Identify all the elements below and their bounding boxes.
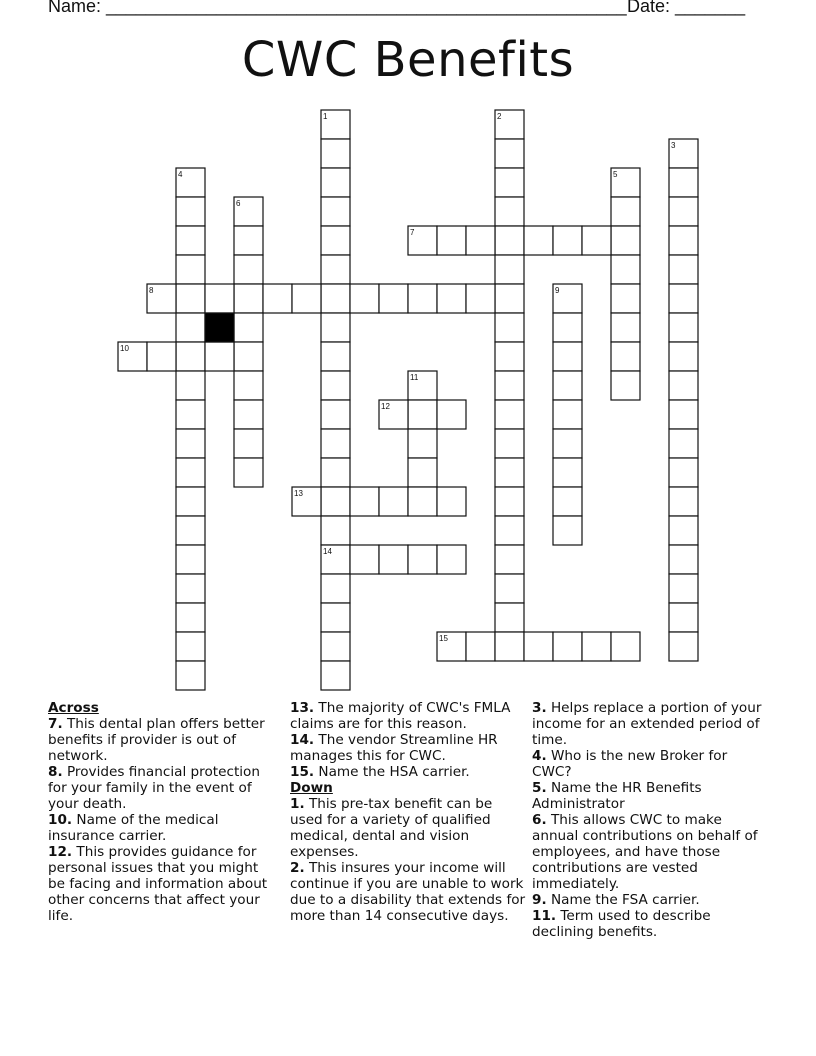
grid-cell[interactable] [292, 284, 321, 313]
grid-cell[interactable] [408, 429, 437, 458]
grid-cell[interactable] [408, 458, 437, 487]
grid-cell[interactable] [437, 545, 466, 574]
grid-cell[interactable] [408, 487, 437, 516]
grid-cell[interactable] [582, 226, 611, 255]
grid-cell[interactable] [321, 458, 350, 487]
clue-across-15: 15. Name the HSA carrier. [290, 764, 470, 780]
grid-cell[interactable] [669, 197, 698, 226]
grid-cell[interactable] [321, 139, 350, 168]
clue-number-6: 6 [236, 199, 241, 208]
grid-cell[interactable] [524, 226, 553, 255]
grid-cell[interactable] [553, 371, 582, 400]
grid-cell[interactable] [234, 458, 263, 487]
grid-cell[interactable] [611, 632, 640, 661]
grid-cell[interactable] [176, 197, 205, 226]
clue-number-1: 1 [323, 112, 328, 121]
grid-cell[interactable] [495, 197, 524, 226]
grid-cell[interactable] [176, 574, 205, 603]
grid-cell[interactable] [553, 342, 582, 371]
clue-number-14: 14 [323, 547, 332, 556]
grid-cell[interactable] [176, 226, 205, 255]
grid-cell[interactable] [321, 632, 350, 661]
grid-cell[interactable] [321, 197, 350, 226]
grid-cell[interactable] [350, 284, 379, 313]
grid-cell[interactable] [176, 603, 205, 632]
grid-cell[interactable] [466, 632, 495, 661]
grid-cell[interactable] [669, 371, 698, 400]
clue-number-3: 3 [671, 141, 676, 150]
grid-cell[interactable] [669, 400, 698, 429]
clue-number-15: 15 [439, 634, 448, 643]
grid-cell[interactable] [669, 168, 698, 197]
grid-cell[interactable] [176, 255, 205, 284]
grid-cell[interactable] [263, 284, 292, 313]
grid-cell[interactable] [582, 632, 611, 661]
clue-number-5: 5 [613, 170, 618, 179]
grid-cell[interactable] [495, 168, 524, 197]
clue-number-7: 7 [410, 228, 415, 237]
grid-cell[interactable] [669, 226, 698, 255]
grid-cell[interactable] [321, 284, 350, 313]
grid-cell[interactable] [495, 226, 524, 255]
grid-cell[interactable] [234, 342, 263, 371]
grid-cell[interactable] [176, 516, 205, 545]
shaded-cell [205, 313, 234, 342]
grid-cell[interactable] [495, 139, 524, 168]
grid-cell[interactable] [176, 487, 205, 516]
grid-cell[interactable] [205, 284, 234, 313]
grid-cell[interactable] [321, 255, 350, 284]
grid-cell[interactable] [495, 371, 524, 400]
grid-cell[interactable] [553, 400, 582, 429]
clue-number-13: 13 [294, 489, 303, 498]
grid-cell[interactable] [321, 516, 350, 545]
grid-cell[interactable] [176, 545, 205, 574]
clue-number-12: 12 [381, 402, 390, 411]
grid-cell[interactable] [321, 226, 350, 255]
grid-cell[interactable] [176, 400, 205, 429]
grid-cell[interactable] [669, 574, 698, 603]
grid-cell[interactable] [553, 313, 582, 342]
grid-cell[interactable] [437, 226, 466, 255]
grid-cell[interactable] [669, 429, 698, 458]
grid-cell[interactable] [321, 371, 350, 400]
grid-cell[interactable] [321, 168, 350, 197]
grid-cell[interactable] [611, 371, 640, 400]
grid-cell[interactable] [466, 284, 495, 313]
grid-cell[interactable] [321, 313, 350, 342]
grid-cell[interactable] [379, 545, 408, 574]
page-title: CWC Benefits [241, 32, 575, 88]
grid-cell[interactable] [321, 342, 350, 371]
clue-number-2: 2 [497, 112, 502, 121]
clue-down-4: 4. Who is the new Broker for CWC? [532, 748, 728, 780]
clue-across-10: 10. Name of the medical insurance carrier. [48, 812, 219, 844]
grid-cell[interactable] [495, 255, 524, 284]
grid-cell[interactable] [669, 516, 698, 545]
clue-down-1: 1. This pre-tax benefit can be used for a variety of qualified medical, dental and vision expenses. [290, 796, 493, 860]
grid-cell[interactable] [495, 400, 524, 429]
grid-cell[interactable] [321, 661, 350, 690]
grid-cell[interactable] [234, 313, 263, 342]
clue-down-5: 5. Name the HR Benefits Administrator [532, 780, 702, 812]
grid-cell[interactable] [611, 342, 640, 371]
clue-down-6: 6. This allows CWC to make annual contributions on behalf of employees, and have those contributions are vested immediately. [532, 812, 758, 892]
grid-cell[interactable] [437, 487, 466, 516]
grid-cell[interactable] [669, 487, 698, 516]
grid-cell[interactable] [611, 313, 640, 342]
grid-cell[interactable] [321, 603, 350, 632]
grid-cell[interactable] [234, 400, 263, 429]
grid-cell[interactable] [176, 313, 205, 342]
grid-cell[interactable] [437, 400, 466, 429]
grid-cell[interactable] [495, 487, 524, 516]
grid-cell[interactable] [321, 574, 350, 603]
grid-cell[interactable] [611, 197, 640, 226]
grid-cell[interactable] [669, 284, 698, 313]
grid-cell[interactable] [669, 458, 698, 487]
grid-cell[interactable] [669, 255, 698, 284]
clue-across-12: 12. This provides guidance for personal issues that you might be facing and information about other concerns that affect your life. [48, 844, 268, 924]
clues-column-2 [290, 700, 526, 924]
clue-down-11: 11. Term used to describe declining benefits. [532, 908, 711, 940]
grid-cell[interactable] [611, 226, 640, 255]
grid-cell[interactable] [669, 632, 698, 661]
grid-cell[interactable] [408, 545, 437, 574]
clues-column-1 [48, 700, 276, 924]
grid-cell[interactable] [408, 284, 437, 313]
grid-cell[interactable] [321, 429, 350, 458]
grid-cell[interactable] [205, 342, 234, 371]
grid-cell[interactable] [176, 342, 205, 371]
clues-column-3 [532, 700, 768, 940]
grid-cell[interactable] [553, 458, 582, 487]
grid-cell[interactable] [321, 487, 350, 516]
grid-cell[interactable] [379, 487, 408, 516]
grid-cell[interactable] [669, 603, 698, 632]
clue-down-2: 2. This insures your income will continue if you are unable to work due to a disability that extends for more than 14 consecutive days. [290, 860, 526, 924]
grid-cell[interactable] [553, 516, 582, 545]
grid-cell[interactable] [611, 284, 640, 313]
grid-cell[interactable] [379, 284, 408, 313]
clue-number-8: 8 [149, 286, 154, 295]
clue-down-9: 9. Name the FSA carrier. [532, 892, 700, 908]
grid-cell[interactable] [495, 574, 524, 603]
name-line: Name: ____________________________________________________ [48, 0, 627, 16]
across-heading: Across [48, 700, 99, 716]
grid-cell[interactable] [495, 545, 524, 574]
grid-cell[interactable] [466, 226, 495, 255]
grid-cell[interactable] [176, 429, 205, 458]
clue-number-11: 11 [410, 373, 419, 382]
grid-cell[interactable] [524, 632, 553, 661]
grid-cell[interactable] [234, 284, 263, 313]
grid-cell[interactable] [234, 226, 263, 255]
grid-cell[interactable] [669, 342, 698, 371]
grid-cell[interactable] [234, 371, 263, 400]
grid-cell[interactable] [147, 342, 176, 371]
grid-cell[interactable] [495, 516, 524, 545]
date-line: Date: _______ [627, 0, 746, 16]
grid-cell[interactable] [408, 400, 437, 429]
grid-cell[interactable] [495, 429, 524, 458]
grid-cell[interactable] [176, 284, 205, 313]
grid-cell[interactable] [234, 255, 263, 284]
clue-down-3: 3. Helps replace a portion of your income for an extended period of time. [532, 700, 762, 748]
clue-across-8: 8. Provides financial protection for your family in the event of your death. [48, 764, 260, 812]
grid-cell[interactable] [669, 545, 698, 574]
grid-cell[interactable] [669, 313, 698, 342]
grid-cell[interactable] [495, 342, 524, 371]
grid-cell[interactable] [553, 429, 582, 458]
clue-across-13: 13. The majority of CWC's FMLA claims are for this reason. [290, 700, 511, 732]
grid-cell[interactable] [350, 487, 379, 516]
grid-cell[interactable] [176, 458, 205, 487]
grid-cell[interactable] [176, 661, 205, 690]
grid-cell[interactable] [176, 632, 205, 661]
grid-cell[interactable] [437, 284, 466, 313]
grid-cell[interactable] [495, 458, 524, 487]
grid-cell[interactable] [234, 429, 263, 458]
grid-cell[interactable] [553, 226, 582, 255]
clue-number-4: 4 [178, 170, 183, 179]
grid-cell[interactable] [495, 284, 524, 313]
clue-across-7: 7. This dental plan offers better benefits if provider is out of network. [48, 716, 265, 764]
clue-number-9: 9 [555, 286, 560, 295]
grid-cell[interactable] [495, 632, 524, 661]
clue-number-10: 10 [120, 344, 129, 353]
grid-cell[interactable] [553, 487, 582, 516]
clue-across-14: 14. The vendor Streamline HR manages this for CWC. [290, 732, 498, 764]
grid-cell[interactable] [350, 545, 379, 574]
grid-cell[interactable] [495, 603, 524, 632]
grid-cell[interactable] [176, 371, 205, 400]
grid-cell[interactable] [321, 400, 350, 429]
grid-cell[interactable] [611, 255, 640, 284]
down-heading: Down [290, 780, 333, 796]
grid-cell[interactable] [495, 313, 524, 342]
grid-cell[interactable] [553, 632, 582, 661]
